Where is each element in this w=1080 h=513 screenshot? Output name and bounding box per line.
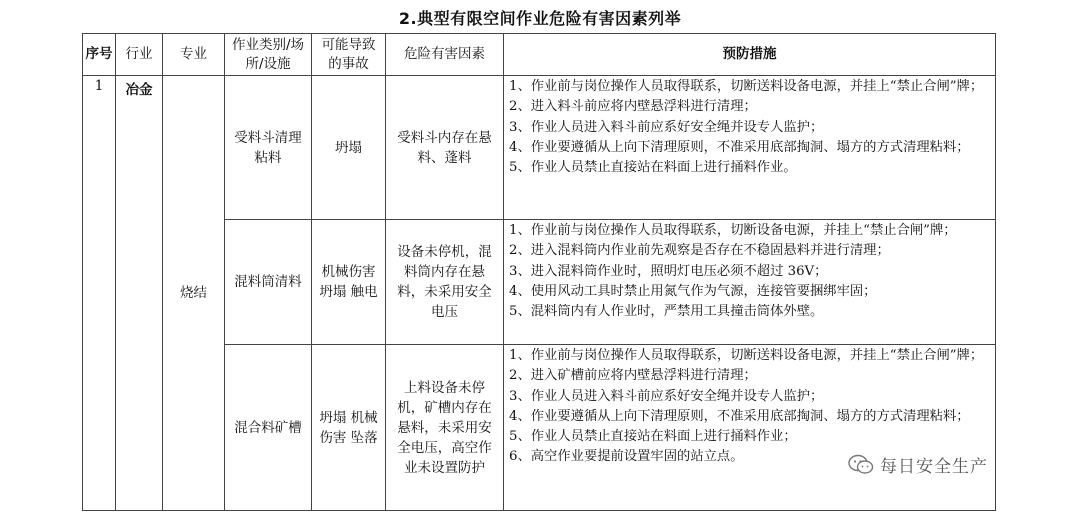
- header-measures: 预防措施: [504, 34, 996, 76]
- accident-cell: 坍塌: [312, 76, 386, 220]
- watermark-text: 每日安全生产: [880, 457, 988, 477]
- hazard-cell: 受料斗内存在悬料、蓬料: [386, 76, 504, 220]
- measure-item: 6、高空作业要提前设置牢固的站立点。: [509, 449, 744, 465]
- measure-item: 2、进入混料筒内作业前先观察是否存在不稳固悬料并进行清理；: [509, 243, 890, 259]
- measure-item: 4、使用风动工具时禁止用氮气作为气源，连接管要捆绑牢固；: [509, 283, 877, 299]
- measure-item: 5、作业人员禁止直接站在料面上进行捅料作业；: [509, 429, 797, 445]
- table-row: [83, 76, 996, 220]
- header-no: 序号: [83, 34, 116, 76]
- header-row: [83, 34, 996, 76]
- measure-item: 4、作业要遵循从上向下清理原则，不准采用底部掏洞、塌方的方式清理粘料；: [509, 408, 970, 424]
- accident-cell: 机械伤害 坍塌 触电: [312, 220, 386, 345]
- measures-cell: [504, 220, 996, 345]
- measure-item: 3、进入混料筒作业时，照明灯电压必须不超过 36V；: [509, 263, 828, 279]
- row-number: 1: [83, 76, 116, 511]
- measure-item: 1、作业前与岗位操作人员取得联系，切断送料设备电源，并挂上“禁止合闸”牌；: [509, 79, 984, 94]
- accident-cell: 坍塌 机械伤害 坠落: [312, 345, 386, 511]
- measure-item: 3、作业人员进入料斗前应系好安全绳并设专人监护；: [509, 119, 824, 135]
- watermark: [848, 452, 988, 477]
- measure-item: 5、作业人员禁止直接站在料面上进行捅料作业。: [509, 160, 797, 176]
- measure-item: 4、作业要遵循从上向下清理原则，不准采用底部掏洞、塌方的方式清理粘料；: [509, 139, 970, 155]
- measure-item: 1、作业前与岗位操作人员取得联系，切断设备电源，并挂上“禁止合闸”牌；: [509, 223, 957, 238]
- work-cell: 受料斗清理粘料: [225, 76, 312, 220]
- industry-cell: 冶金: [116, 76, 163, 511]
- page-title: 2.典型有限空间作业危险有害因素列举: [398, 9, 682, 28]
- hazard-table: [82, 33, 996, 511]
- measures-cell: [504, 345, 996, 511]
- header-industry: 行业: [116, 34, 163, 76]
- hazard-cell: 上料设备未停机，矿槽内存在悬料，未采用安全电压，高空作业未设置防护: [386, 345, 504, 511]
- wechat-icon: [848, 454, 874, 476]
- work-cell: 混合料矿槽: [225, 345, 312, 511]
- measure-item: 2、进入矿槽前应将内壁悬浮料进行清理；: [509, 368, 757, 384]
- measure-item: 5、混料筒内有人作业时，严禁用工具撞击筒体外壁。: [509, 304, 824, 320]
- work-cell: 混料筒清料: [225, 220, 312, 345]
- measure-item: 1、作业前与岗位操作人员取得联系，切断送料设备电源，并挂上“禁止合闸”牌；: [509, 348, 984, 363]
- header-work-type: 作业类别/场所/设施: [225, 34, 312, 76]
- header-specialty: 专业: [163, 34, 225, 76]
- measure-item: 3、作业人员进入料斗前应系好安全绳并设专人监护；: [509, 388, 824, 404]
- header-accident: 可能导致的事故: [312, 34, 386, 76]
- hazard-cell: 设备未停机，混料筒内存在悬料，未采用安全电压: [386, 220, 504, 345]
- specialty-cell: 烧结: [163, 76, 225, 511]
- measure-item: 2、进入料斗前应将内壁悬浮料进行清理；: [509, 99, 757, 115]
- measures-cell: [504, 76, 996, 220]
- header-hazard: 危险有害因素: [386, 34, 504, 76]
